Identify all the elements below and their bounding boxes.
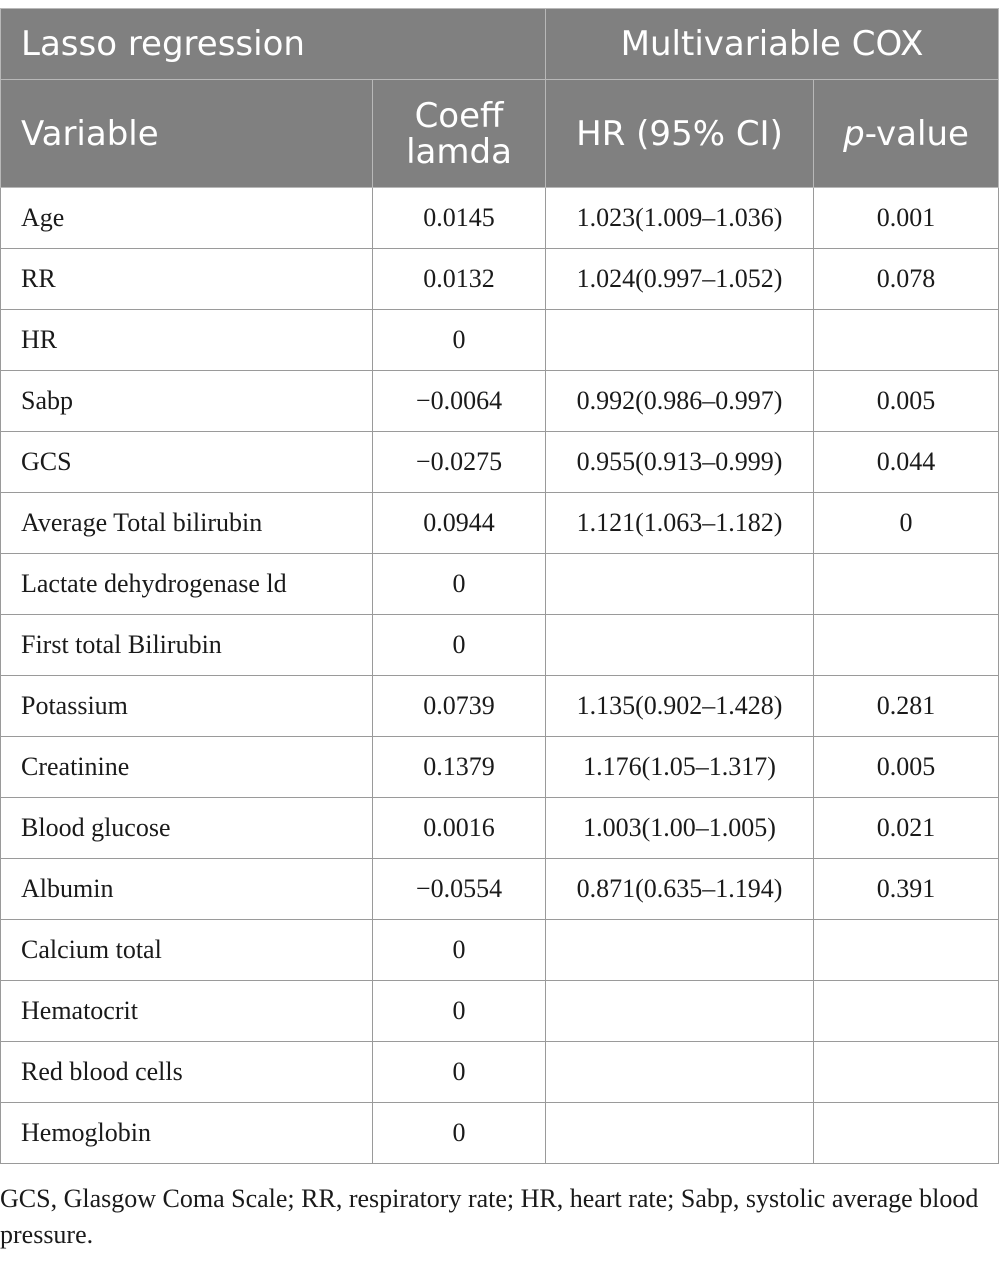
hr-ci-cell — [546, 981, 814, 1042]
hr-ci-cell: 0.955(0.913–0.999) — [546, 432, 814, 493]
p-value-cell: 0.021 — [814, 798, 999, 859]
coeff-cell: 0 — [373, 615, 546, 676]
coeff-cell: 0.0132 — [373, 249, 546, 310]
table-row — [1, 981, 999, 1042]
coeff-cell: 0 — [373, 981, 546, 1042]
coeff-cell: −0.0554 — [373, 859, 546, 920]
coeff-cell: −0.0064 — [373, 371, 546, 432]
hr-ci-cell: 1.003(1.00–1.005) — [546, 798, 814, 859]
p-value-cell: 0 — [814, 493, 999, 554]
hr-ci-cell: 0.871(0.635–1.194) — [546, 859, 814, 920]
table-row — [1, 920, 999, 981]
p-value-cell: 0.281 — [814, 676, 999, 737]
p-value-cell — [814, 310, 999, 371]
coeff-cell: 0.0016 — [373, 798, 546, 859]
p-value-cell: 0.005 — [814, 737, 999, 798]
p-value-cell — [814, 1103, 999, 1164]
p-value-cell: 0.391 — [814, 859, 999, 920]
table-row — [1, 859, 999, 920]
p-value-cell — [814, 615, 999, 676]
variable-cell: Age — [1, 188, 373, 249]
p-value-cell — [814, 981, 999, 1042]
results-table — [0, 8, 999, 1164]
cox-group-header: Multivariable COX — [546, 9, 999, 80]
table-row — [1, 554, 999, 615]
p-value-cell: 0.001 — [814, 188, 999, 249]
coeff-cell: 0 — [373, 920, 546, 981]
table-row — [1, 493, 999, 554]
coeff-cell: 0 — [373, 1042, 546, 1103]
table-body — [1, 188, 999, 1164]
p-value-cell — [814, 920, 999, 981]
coeff-cell: 0 — [373, 554, 546, 615]
variable-cell: Creatinine — [1, 737, 373, 798]
results-table-container — [0, 8, 999, 1164]
table-row — [1, 188, 999, 249]
coeff-header-line1: Coeff — [414, 95, 504, 136]
coeff-cell: 0 — [373, 1103, 546, 1164]
p-value-column-header — [814, 80, 999, 188]
hr-ci-cell: 1.121(1.063–1.182) — [546, 493, 814, 554]
variable-cell: Hemoglobin — [1, 1103, 373, 1164]
variable-cell: Average Total bilirubin — [1, 493, 373, 554]
coeff-cell: 0.0145 — [373, 188, 546, 249]
hr-ci-cell: 1.135(0.902–1.428) — [546, 676, 814, 737]
variable-column-header: Variable — [1, 80, 373, 188]
hr-ci-cell — [546, 1042, 814, 1103]
p-value-cell: 0.005 — [814, 371, 999, 432]
hr-ci-cell: 1.023(1.009–1.036) — [546, 188, 814, 249]
table-footnote: GCS, Glasgow Coma Scale; RR, respiratory rate; HR, heart rate; Sabp, systolic average blood pressure. — [0, 1184, 979, 1249]
table-row — [1, 676, 999, 737]
table-row — [1, 1042, 999, 1103]
p-value-cell: 0.044 — [814, 432, 999, 493]
variable-cell: HR — [1, 310, 373, 371]
variable-cell: Blood glucose — [1, 798, 373, 859]
lasso-group-header: Lasso regression — [1, 9, 546, 80]
variable-cell: Potassium — [1, 676, 373, 737]
variable-cell: Hematocrit — [1, 981, 373, 1042]
hr-ci-cell: 1.024(0.997–1.052) — [546, 249, 814, 310]
table-row — [1, 737, 999, 798]
table-row — [1, 371, 999, 432]
hr-ci-cell — [546, 554, 814, 615]
hr-ci-cell: 0.992(0.986–0.997) — [546, 371, 814, 432]
table-row — [1, 249, 999, 310]
coeff-cell: 0.1379 — [373, 737, 546, 798]
table-row — [1, 432, 999, 493]
hr-ci-cell — [546, 310, 814, 371]
variable-cell: Lactate dehydrogenase ld — [1, 554, 373, 615]
p-value-header-italic: p — [843, 113, 865, 154]
hr-column-header: HR (95% CI) — [546, 80, 814, 188]
coeff-cell: 0.0739 — [373, 676, 546, 737]
coeff-cell: −0.0275 — [373, 432, 546, 493]
variable-cell: RR — [1, 249, 373, 310]
variable-cell: Red blood cells — [1, 1042, 373, 1103]
variable-cell: Albumin — [1, 859, 373, 920]
hr-ci-cell — [546, 920, 814, 981]
header-column-row — [1, 80, 999, 188]
header-group-row — [1, 9, 999, 80]
p-value-cell — [814, 1042, 999, 1103]
variable-cell: GCS — [1, 432, 373, 493]
table-row — [1, 1103, 999, 1164]
hr-ci-cell — [546, 1103, 814, 1164]
p-value-header-rest: -value — [864, 113, 969, 154]
table-row — [1, 798, 999, 859]
variable-cell: First total Bilirubin — [1, 615, 373, 676]
table-row — [1, 615, 999, 676]
coeff-cell: 0 — [373, 310, 546, 371]
table-row — [1, 310, 999, 371]
hr-ci-cell — [546, 615, 814, 676]
p-value-cell: 0.078 — [814, 249, 999, 310]
coeff-column-header — [373, 80, 546, 188]
p-value-cell — [814, 554, 999, 615]
hr-ci-cell: 1.176(1.05–1.317) — [546, 737, 814, 798]
coeff-header-line2: lamda — [406, 131, 512, 172]
coeff-cell: 0.0944 — [373, 493, 546, 554]
variable-cell: Sabp — [1, 371, 373, 432]
variable-cell: Calcium total — [1, 920, 373, 981]
